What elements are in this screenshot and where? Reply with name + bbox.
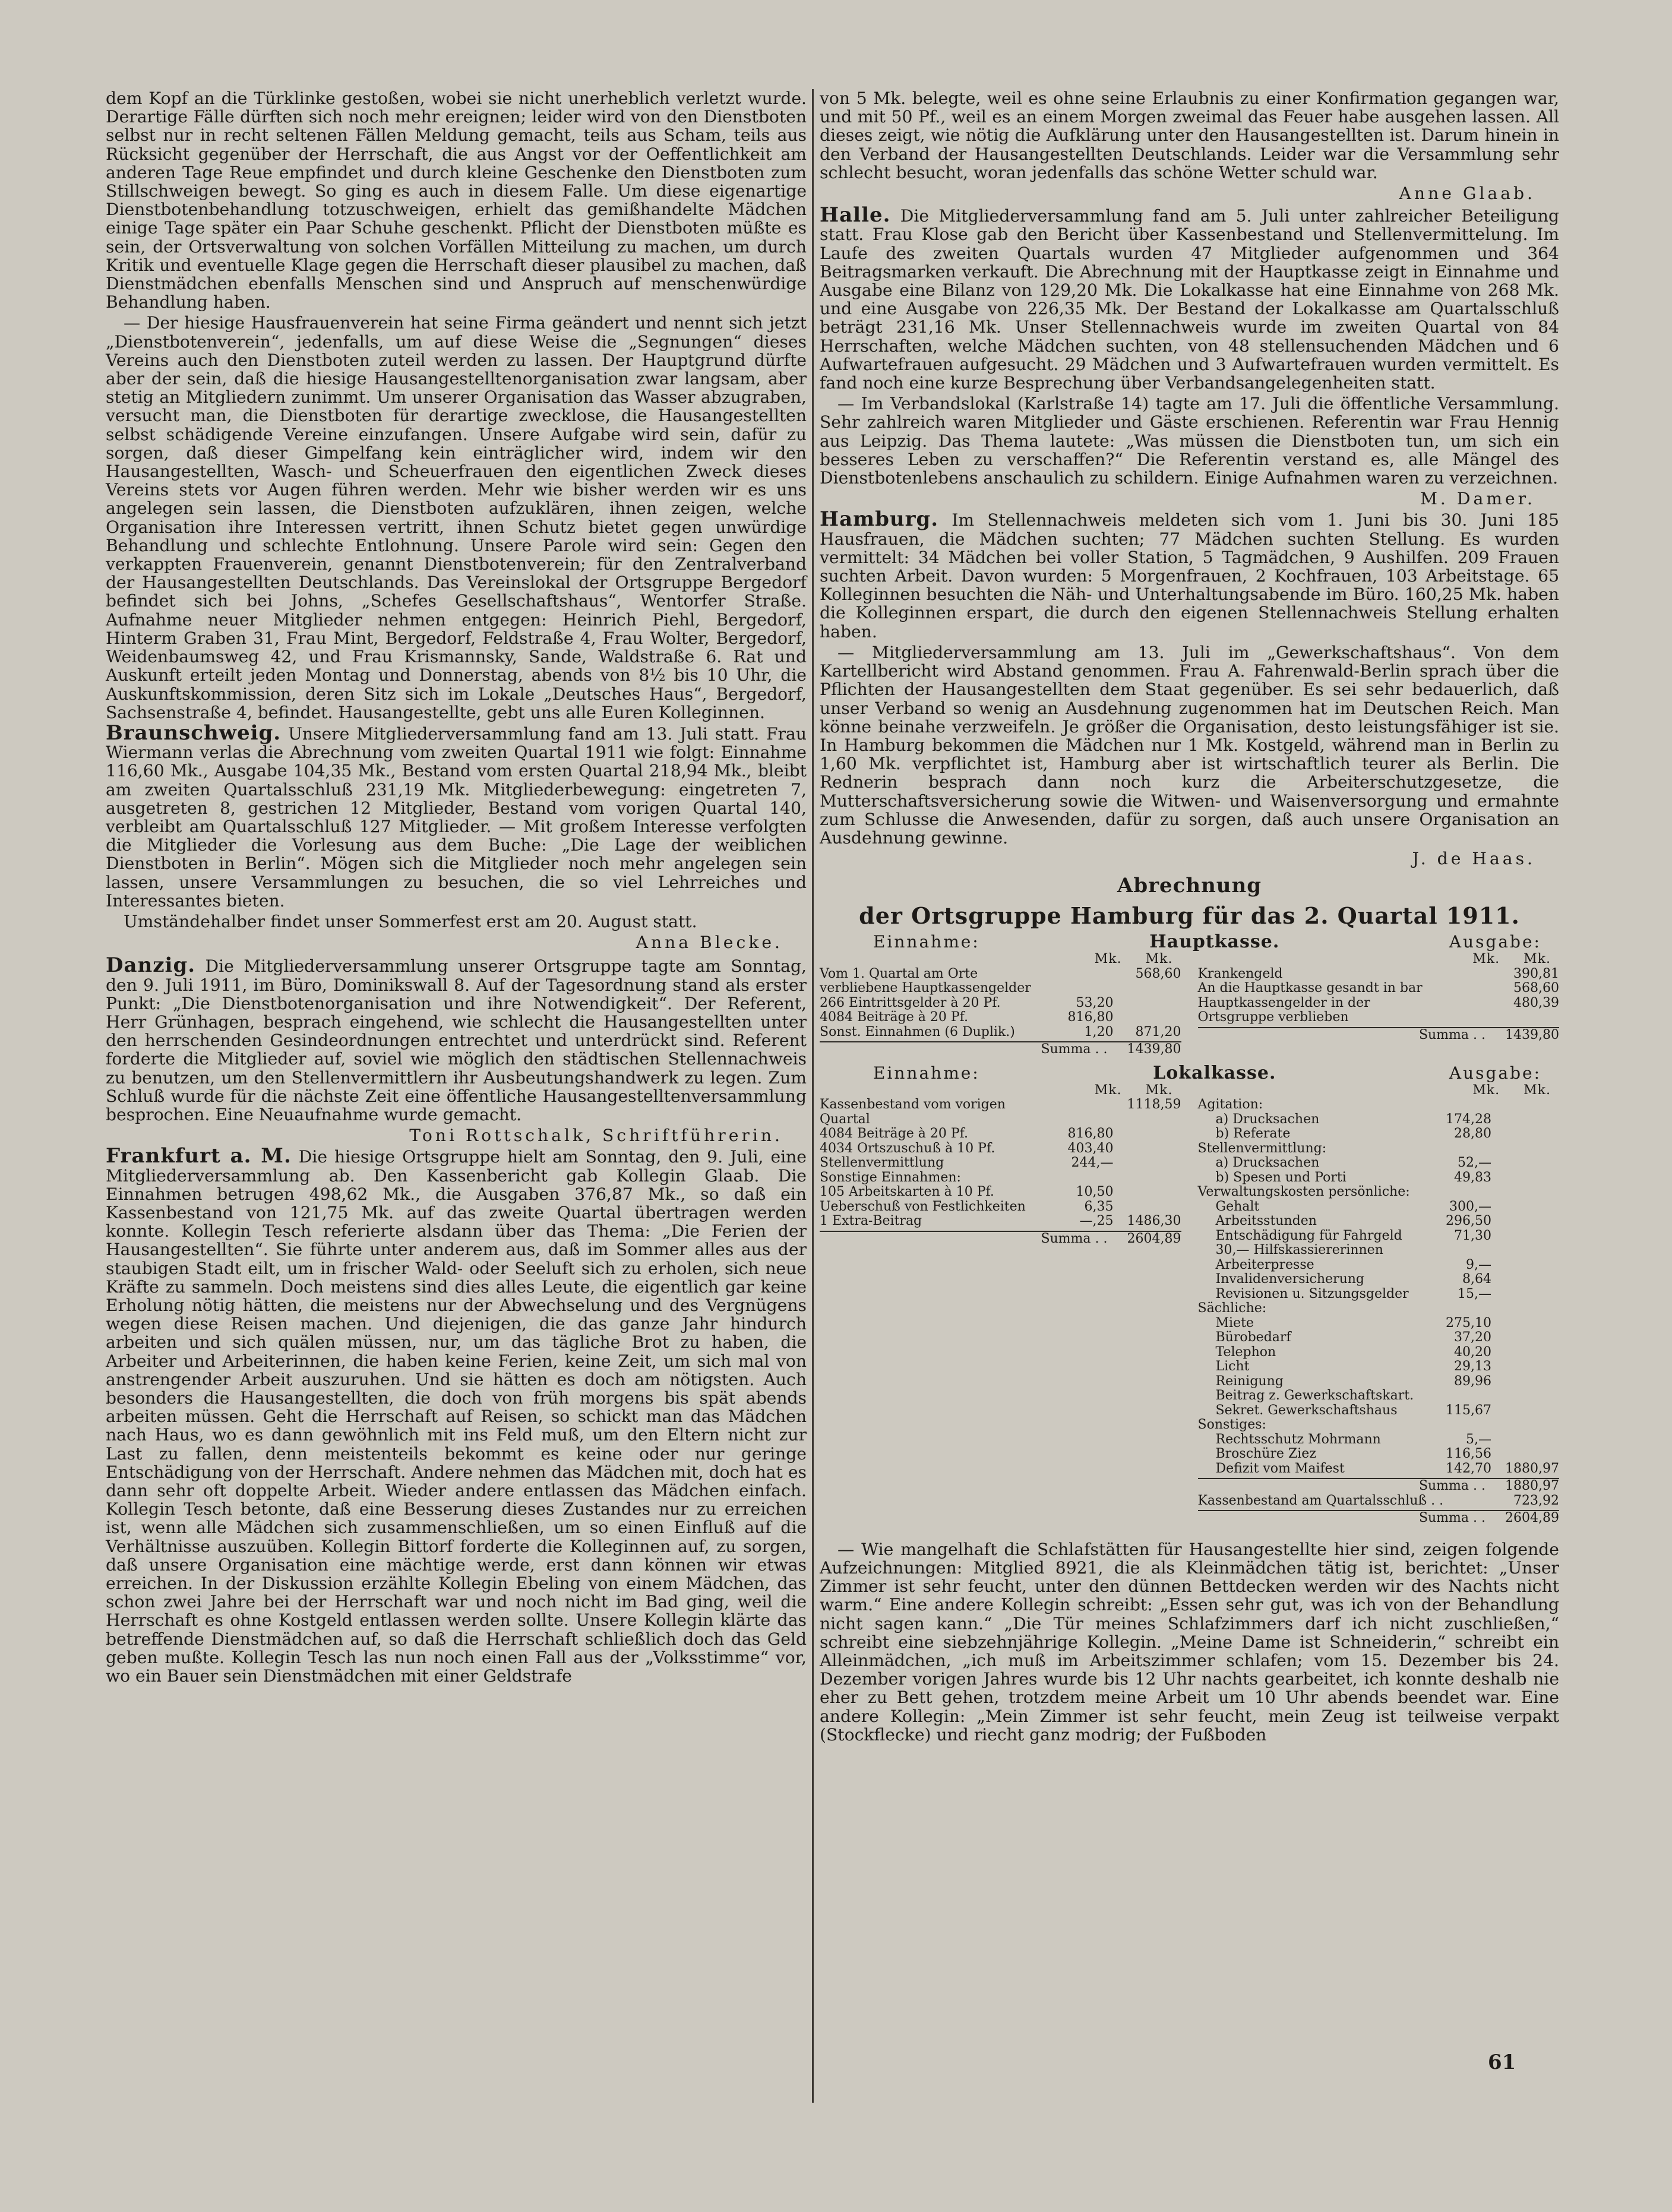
account-line-item [1198, 1287, 1560, 1302]
sum-row [1198, 1478, 1560, 1494]
account-line-item [1198, 981, 1560, 996]
item-label: 1 Extra-Beitrag [820, 1214, 922, 1229]
section-heading: Braunschweig. [106, 721, 282, 745]
item-label: Sonstiges: [1197, 1417, 1266, 1433]
balance-label: Kassenbestand am Quartalsschluß . . [1197, 1493, 1444, 1508]
account-title: Abrechnung [1117, 874, 1262, 898]
item-amount [1050, 967, 1114, 996]
line-items [820, 1098, 1181, 1229]
item-label: Miete [1215, 1315, 1254, 1331]
account-subtitle: der Ortsgruppe Hamburg für das 2. Quartal 1911. [859, 902, 1520, 930]
article-paragraph: — Mitgliederversammlung am 13. Juli im „Gewerkschaftshaus“. Von dem Kartellbericht wird Abstand genommen. Frau A. Fahrenwald-Berlin sprach über die Pflichten der Hausangestellten dem Staat gegenüber. Es sei sehr bedauerlich, daß unser Verband so wenig an Ausdehnung zugenommen hat im Deutschen Reich. Man könne beinahe verzweifeln. Je größer die Organisation, desto leistungsfähiger ist sie. In Hamburg bekommen die Mädchen nur 1 Mk. Kostgeld, während man in Berlin zu 1,60 Mk. verpflichtet ist, Hamburg aber ist wirtschaftlich teurer als Berlin. Die Rednerin besprach dann noch kurz die Arbeiterschutzgesetze, die Mutterschaftsversicherung sowie die Witwen- und Waisenversorgung und ermahnte zum Schlusse die Anwesenden, dafür zu sorgen, daß auch unsere Organisation an Ausdehnung gewinne. [820, 642, 1559, 848]
item-label: Telephon [1215, 1344, 1276, 1360]
item-amount [1495, 1418, 1559, 1433]
item-amount: 89,96 [1454, 1373, 1491, 1389]
sum-row [1198, 1027, 1560, 1043]
item-label: Sächliche: [1197, 1301, 1267, 1316]
item-label: Hauptkassengelder in der Ortsgruppe verblieben [1197, 995, 1370, 1025]
account-line-item [820, 996, 1181, 1011]
account-line-item [1198, 1462, 1560, 1477]
item-label: Agitation: [1197, 1097, 1263, 1113]
article-paragraph: dem Kopf an die Türklinke gestoßen, wobei sie nicht unerheblich verletzt wurde. Derartige Fälle dürften sich noch mehr ereignen; leider wird von den Dienstboten selbst nur in recht seltenen Fällen Meldung gemacht, teils aus Scham, teils aus Rücksicht gegenüber der Herrschaft, die aus Angst vor der Oeffentlichkeit am anderen Tage Reue empfindet und durch kleine Geschenke den Dienstboten zum Stillschweigen bewegt. So ging es auch in diesem Falle. Um diese eigenartige Dienstbotenbehandlung totzuschweigen, erhielt das gemißhandelte Mädchen einige Tage später ein Paar Schuhe geschenkt. Pflicht der Dienstboten müßte es sein, der Ortsverwaltung von solchen Vorfällen Mitteilung zu machen, um durch Kritik und eventuelle Klage gegen die Herrschaft dieser plausibel zu machen, daß Dienstmädchen ebenfalls Menschen sind und Anspruch auf menschenwürdige Behandlung haben. [106, 89, 807, 312]
item-amount: 40,20 [1454, 1344, 1491, 1360]
section-heading: Frankfurt a. M. [106, 1144, 292, 1168]
closing-balance-row [1198, 1494, 1560, 1509]
account-line-item [820, 1200, 1181, 1215]
item-amount: 15,— [1458, 1286, 1491, 1301]
account-header-main [820, 932, 1559, 952]
item-amount: 1118,59 [1127, 1097, 1181, 1113]
item-amount [1495, 1447, 1559, 1462]
unit-label: Mk. [1145, 952, 1173, 967]
account-line-item [820, 1156, 1181, 1171]
item-amount [1495, 1127, 1559, 1142]
account-line-item [1198, 1345, 1560, 1360]
item-amount [1427, 981, 1491, 996]
item-amount [1495, 1287, 1559, 1302]
frankfurt-report [106, 1144, 807, 1686]
account-line-item [820, 967, 1181, 996]
item-amount [1427, 1301, 1491, 1316]
account-line-item [820, 1171, 1181, 1186]
item-amount: 568,60 [1135, 966, 1181, 981]
item-amount: 9,— [1466, 1257, 1491, 1272]
account-line-item [1198, 1360, 1560, 1374]
item-amount: 816,80 [1067, 1010, 1114, 1025]
article-paragraph: — Der hiesige Hausfrauenverein hat seine Firma geändert und nennt sich jetzt „Dienstbotenverein“, jedenfalls, um auf diese Weise die „Segnungen“ dieses Vereins auch den Dienstboten zuteil werden zu lassen. Der Hauptgrund dürfte aber der sein, daß die hiesige Hausangestelltenorganisation zwar langsam, aber stetig an Mitgliedern zunimmt. Um unserer Organisation das Wasser abzugraben, versucht man, die Dienstboten für derartige zwecklose, die Hausangestellten selbst schädigende Vereine einzufangen. Unsere Aufgabe wird sein, dafür zu sorgen, daß dieser Gimpelfang kein einträglicher wird, indem wir den Hausangestellten, Wasch- und Scheuerfrauen den eigentlichen Zweck dieses Vereins stets vor Augen führen werden. Mehr wie bisher werden wir es uns angelegen sein lassen, die Dienstboten aufzuklären, ihnen zeigen, welche Organisation ihre Interessen vertritt, ihnen Schutz bietet gegen unwürdige Behandlung und schlechte Entlohnung. Unsere Parole wird sein: Gegen den verkappten Frauenverein, genannt Dienstbotenverein; für den Zentralverband der Hausangestellten Deutschlands. Das Vereinslokal der Ortsgruppe Bergedorf befindet sich bei Johns, „Schefes Gesellschaftshaus“, Wentorfer Straße. Aufnahme neuer Mitglieder nehmen entgegen: Heinrich Piehl, Bergedorf, Hinterm Graben 31, Frau Mint, Bergedorf, Feldstraße 4, Frau Wolter, Bergedorf, Weidenbaumsweg 42, und Frau Krismannsky, Sande, Waldstraße 6. Rat und Auskunft erteilt jeden Montag und Donnerstag, abends von 8½ bis 10 Uhr, die Auskunftskommission, deren Sitz sich im Lokale „Deutsches Haus“, Bergedorf, Sachsenstraße 4, befindet. Hausangestellte, gebt uns alle Euren Kolleginnen. [106, 313, 807, 722]
signature: Anne Glaab. [1399, 184, 1535, 204]
item-amount: 1,20 [1084, 1024, 1114, 1039]
sum-row [1198, 1510, 1560, 1526]
column-divider [812, 89, 814, 2103]
item-label: Bürobedarf [1215, 1330, 1291, 1345]
item-amount [1495, 1272, 1559, 1287]
item-amount [1495, 1113, 1559, 1127]
item-amount [1117, 1142, 1181, 1156]
signature: J. de Haas. [1412, 849, 1535, 869]
item-amount [1427, 1418, 1491, 1433]
account-line-item [1198, 1447, 1560, 1462]
item-amount: 480,39 [1513, 995, 1559, 1010]
item-label: 4084 Beiträge à 20 Pf. [820, 1126, 969, 1142]
item-label: Kassenbestand vom vorigen Quartal [820, 1097, 1006, 1127]
account-line-item [1198, 1185, 1560, 1200]
item-amount: 28,80 [1454, 1126, 1491, 1142]
hamburg-report [820, 507, 1559, 642]
item-amount [1117, 1010, 1181, 1025]
sum-value: 1439,80 [1505, 1027, 1559, 1042]
item-amount [1495, 1258, 1559, 1273]
unit-label: Mk. [1472, 1082, 1500, 1098]
item-amount [1427, 1142, 1491, 1156]
item-amount: 10,50 [1076, 1184, 1114, 1200]
item-amount [1495, 1404, 1559, 1418]
item-label: Broschüre Ziez [1215, 1446, 1316, 1462]
line-items [1198, 1098, 1560, 1476]
unit-label: Mk. [1145, 1082, 1173, 1098]
item-amount [1117, 1171, 1181, 1186]
expense-heading: Ausgabe: [1449, 932, 1541, 952]
section-heading: Hamburg. [820, 507, 939, 532]
unit-label: Mk. [1524, 1082, 1551, 1098]
item-amount: 5,— [1466, 1432, 1491, 1447]
article-paragraph: Umständehalber findet unser Sommerfest erst am 20. August statt. [124, 911, 697, 931]
account-line-item [1198, 1418, 1560, 1433]
account-line-item [1198, 1374, 1560, 1389]
item-label: b) Referate [1215, 1126, 1291, 1142]
item-amount [1495, 1360, 1559, 1374]
account-line-item [1198, 996, 1560, 1025]
item-amount: 174,28 [1446, 1111, 1491, 1127]
item-label: a) Drucksachen [1215, 1111, 1320, 1127]
item-amount [1427, 1185, 1491, 1200]
account-line-item [820, 1025, 1181, 1040]
item-label: b) Spesen und Porti [1215, 1170, 1347, 1185]
account-line-item [820, 1185, 1181, 1200]
item-amount [1495, 1331, 1559, 1345]
section-text: Die Mitgliederversammlung fand am 5. Juli unter zahlreicher Beteiligung statt. Frau Klose gab den Bericht über Kassenbestand und Stellenvermittelung. Im Laufe des zweiten Quartals wurden 47 Mitglieder aufgenommen und 364 Beitragsmarken verkauft. Die Abrechnung mit der Hauptkasse zeigt in Einnahme und Ausgabe eine Bilanz von 129,20 Mk. Die Lokalkasse hat eine Einnahme von 268 Mk. und eine Ausgabe von 226,35 Mk. Der Bestand der Lokalkasse am Quartalsschluß beträgt 231,16 Mk. Unser Stellennachweis wurde im zweiten Quartal von 84 Herrschaften, welche Mädchen suchten, von 48 stellensuchenden Mädchen und 6 Aufwartefrauen aufgesucht. 29 Mädchen und 3 Aufwartefrauen wurden vermittelt. Es fand noch eine kurze Besprechung über Verbandsangelegenheiten statt. [820, 206, 1559, 393]
account-line-item [1198, 1331, 1560, 1345]
signature: Anna Blecke. [636, 933, 783, 953]
income-heading: Einnahme: [873, 932, 980, 952]
item-amount [1495, 1200, 1559, 1215]
item-amount: 6,35 [1084, 1199, 1114, 1214]
sum-label: Summa . . [1418, 1027, 1485, 1042]
account-line-item [1198, 1156, 1560, 1171]
line-items [1198, 967, 1560, 1025]
item-amount [1495, 1433, 1559, 1448]
item-label: 4084 Beiträge à 20 Pf. [820, 1010, 969, 1025]
item-label: Invalidenversicherung [1215, 1272, 1364, 1287]
account-line-item [1198, 1389, 1560, 1404]
item-label: Verwaltungskosten persönliche: [1197, 1184, 1410, 1200]
item-label: Sonstige Einnahmen: [820, 1170, 961, 1185]
braunschweig-report [106, 721, 807, 911]
sum-value: 1439,80 [1127, 1042, 1181, 1057]
item-amount: —,25 [1079, 1214, 1114, 1229]
item-label: Gehalt [1215, 1199, 1260, 1214]
item-label: Vom 1. Quartal am Orte verbliebene Hauptkassengelder [820, 966, 1031, 996]
account-line-item [1198, 1301, 1560, 1316]
local-fund-table [820, 1083, 1559, 1526]
item-label: Stellenvermittlung [820, 1155, 944, 1171]
local-fund-heading: Lokalkasse. [1153, 1062, 1276, 1083]
item-amount [1495, 1142, 1559, 1156]
item-label: Rechtsschutz Mohrmann [1215, 1432, 1381, 1447]
item-amount: 37,20 [1454, 1330, 1491, 1345]
item-amount: 275,10 [1446, 1315, 1491, 1331]
halle-report [820, 203, 1559, 393]
signature: Toni Rottschalk, Schriftführerin. [409, 1126, 783, 1146]
item-amount: 49,83 [1454, 1170, 1491, 1185]
item-label: Sekret. Gewerkschaftshaus [1215, 1402, 1398, 1418]
item-amount [1495, 1345, 1559, 1360]
item-label: Beitrag z. Gewerkschaftskart. [1215, 1388, 1414, 1404]
item-amount [1495, 1185, 1559, 1200]
account-line-item [1198, 1316, 1560, 1331]
sum-value: 2604,89 [1127, 1231, 1181, 1246]
item-amount [1427, 1098, 1491, 1113]
item-label: 266 Eintrittsgelder à 20 Pf. [820, 995, 1001, 1010]
sum-value: 1880,97 [1505, 1478, 1559, 1494]
section-text: Unsere Mitgliederversammlung fand am 13. Juli statt. Frau Wiermann verlas die Abrechnung vom zweiten Quartal 1911 wie folgt: Einnahme 116,60 Mk., Ausgabe 104,35 Mk., Bestand vom ersten Quartal 218,94 Mk., bleibt am zweiten Quartalsschluß 231,19 Mk. Mitgliederbewegung: eingetreten 7, ausgetreten 8, gestrichen 12 Mitglieder, Bestand vom vorigen Quartal 140, verbleibt am Quartalsschluß 127 Mitglieder. — Mit großem Interesse verfolgten die Mitglieder die Vorlesung aus dem Buche: „Die Lage der weiblichen Dienstboten in Berlin“. Mögen sich die Mitglieder noch mehr angelegen sein lassen, unsere Versammlungen zu besuchen, die so viel Lehrreiches und Interessantes bieten. [106, 723, 807, 911]
account-line-item [1198, 1229, 1560, 1258]
unit-row [820, 952, 1181, 967]
account-line-item [1198, 967, 1560, 982]
item-amount: 1880,97 [1505, 1461, 1559, 1476]
item-amount: 871,20 [1135, 1024, 1181, 1039]
account-line-item [1198, 1098, 1560, 1113]
item-label: Licht [1215, 1359, 1250, 1374]
local-fund-income [820, 1083, 1181, 1526]
unit-row [1198, 1083, 1560, 1098]
unit-label: Mk. [1094, 952, 1122, 967]
item-label: Defizit vom Maifest [1215, 1461, 1345, 1476]
line-items [820, 967, 1181, 1040]
item-amount [1427, 1389, 1491, 1404]
sum-row [820, 1041, 1181, 1057]
item-amount [1117, 1127, 1181, 1142]
account-line-item [1198, 1113, 1560, 1127]
main-fund-income [820, 952, 1181, 1057]
item-amount: 142,70 [1446, 1461, 1491, 1476]
item-amount [1495, 1098, 1559, 1113]
account-line-item [820, 1142, 1181, 1156]
item-label: Reinigung [1215, 1373, 1284, 1389]
signature: M. Damer. [1420, 489, 1535, 509]
item-amount: 296,50 [1446, 1214, 1491, 1229]
item-amount: 52,— [1458, 1155, 1491, 1171]
item-amount: 1486,30 [1127, 1214, 1181, 1229]
sum-label: Summa . . [1418, 1478, 1485, 1494]
item-amount: 71,30 [1454, 1228, 1491, 1243]
unit-row [820, 1083, 1181, 1098]
item-amount: 390,81 [1513, 966, 1559, 981]
item-label: Sonst. Einnahmen (6 Duplik.) [820, 1024, 1015, 1039]
balance-value: 723,92 [1513, 1493, 1559, 1508]
account-line-item [1198, 1127, 1560, 1142]
item-amount [1495, 1229, 1559, 1258]
item-amount [1495, 1389, 1559, 1404]
item-label: Krankengeld [1197, 966, 1283, 981]
sum-label: Summa . . [1041, 1231, 1108, 1246]
section-text: Im Stellennachweis meldeten sich vom 1. Juni bis 30. Juni 185 Hausfrauen, die Mädchen suchten; 77 Mädchen suchten Stellung. Es wurden vermittelt: 34 Mädchen bei voller Station, 5 Tagmädchen, 9 Aushilfen. 209 Frauen suchten Arbeit. Davon wurden: 5 Morgenfrauen, 2 Kochfrauen, 103 Arbeitstage. 65 Kolleginnen besuchten die Näh- und Unterhaltungsabende im Büro. 160,25 Mk. haben die Kolleginnen erspart, die durch den eigenen Stellennachweis Stellung erhalten haben. [820, 510, 1559, 642]
item-amount: 53,20 [1076, 995, 1114, 1010]
item-amount [1117, 996, 1181, 1011]
item-label: Ueberschuß von Festlichkeiten [820, 1199, 1026, 1214]
item-amount: 300,— [1449, 1199, 1491, 1214]
account-line-item [820, 1127, 1181, 1142]
item-label: Entschädigung für Fahrgeld 30,— Hilfskassiererinnen [1215, 1228, 1402, 1258]
unit-label: Mk. [1524, 952, 1551, 967]
main-fund-table [820, 952, 1559, 1057]
local-fund-expense [1198, 1083, 1560, 1526]
item-label: a) Drucksachen [1215, 1155, 1320, 1171]
item-amount: 568,60 [1513, 981, 1559, 996]
item-amount [1050, 1098, 1114, 1127]
account-line-item [1198, 1142, 1560, 1156]
account-line-item [1198, 1404, 1560, 1418]
section-heading: Danzig. [106, 953, 196, 978]
item-amount: 29,13 [1454, 1359, 1491, 1374]
sum-row [820, 1231, 1181, 1247]
item-amount [1427, 996, 1491, 1025]
unit-label: Mk. [1472, 952, 1500, 967]
item-amount: 403,40 [1067, 1140, 1114, 1156]
right-column [820, 89, 1559, 1746]
account-line-item [1198, 1200, 1560, 1215]
sum-value: 2604,89 [1505, 1511, 1559, 1526]
item-label: 4034 Ortszuschuß à 10 Pf. [820, 1140, 995, 1156]
account-line-item [820, 1214, 1181, 1229]
item-label: Stellenvermittlung: [1197, 1140, 1327, 1156]
item-label: 105 Arbeitskarten à 10 Pf. [820, 1184, 994, 1200]
item-label: An die Hauptkasse gesandt in bar [1197, 981, 1423, 996]
article-paragraph: — Wie mangelhaft die Schlafstätten für Hausangestellte hier sind, zeigen folgende Aufzeichnungen: Mitglied 8921, die als Kleinmädchen tätig ist, berichtet: „Unser Zimmer ist sehr feucht, unter den dünnen Bettdecken werden wir des Nachts nicht warm.“ Eine andere Kollegin schreibt: „Essen sehr gut, was ich von der Behandlung nicht sagen kann.“ „Die Tür meines Schlafzimmers darf ich nicht zuschließen,“ schreibt eine siebzehnjährige Kollegin. „Meine Dame ist Schneiderin,“ schreibt ein Alleinmädchen, „ich muß im Arbeitszimmer schlafen; vom 15. Dezember bis 24. Dezember vorigen Jahres wurde bis 12 Uhr nachts gearbeitet, ich konnte deshalb nie eher zu Bett gehen, trotzdem meine Arbeit um 10 Uhr abends beendet war. Eine andere Kollegin: „Mein Zimmer ist sehr feucht, mein Zeug ist teilweise verpakt (Stockflecke) und riecht ganz modrig; der Fußboden [820, 1539, 1559, 1745]
account-line-item [1198, 1433, 1560, 1448]
item-amount [1117, 1200, 1181, 1215]
item-amount: 816,80 [1067, 1126, 1114, 1142]
item-amount [1495, 1156, 1559, 1171]
section-text: Die Mitgliederversammlung unserer Ortsgruppe tagte am Sonntag, den 9. Juli 1911, im Büro, Dominikswall 8. Auf der Tagesordnung stand als erster Punkt: „Die Dienstbotenorganisation und ihre Notwendigkeit“. Der Referent, Herr Grünhagen, besprach eingehend, wie schlecht die Hausangestellten unter den herrschenden Gesindeordnungen entrechtet und unterdrückt sind. Referent forderte die Mitglieder auf, soviel wie möglich den städtischen Stellennachweis zu benutzen, um den Stellenvermittlern ihr Ausbeutungshandwerk zu legen. Zum Schluß wurde für die nächste Zeit eine öffentliche Hausangestelltenversammlung besprochen. Eine Neuaufnahme wurde gemacht. [106, 956, 807, 1124]
account-line-item [1198, 1258, 1560, 1273]
item-label: Arbeitsstunden [1215, 1214, 1317, 1229]
danzig-report [106, 953, 807, 1124]
item-label: Arbeiterpresse [1215, 1257, 1314, 1272]
account-line-item [1198, 1214, 1560, 1229]
item-amount [1117, 1156, 1181, 1171]
account-header-local [820, 1063, 1559, 1083]
item-amount [1495, 1316, 1559, 1331]
account-line-item [820, 1098, 1181, 1127]
item-label: Revisionen u. Sitzungsgelder [1215, 1286, 1409, 1301]
unit-label: Mk. [1094, 1082, 1122, 1098]
item-amount [1427, 967, 1491, 982]
sum-label: Summa . . [1041, 1042, 1108, 1057]
item-amount [1050, 1171, 1114, 1186]
article-paragraph: von 5 Mk. belegte, weil es ohne seine Erlaubnis zu einer Konfirmation gegangen war, und mit 50 Pf., weil es an einem Morgen zweimal das Feuer habe ausgehen lassen. All dieses zeigt, wie nötig die Aufklärung unter den Hausangestellten ist. Darum hinein in den Verband der Hausangestellten Deutschlands. Leider war die Versammlung sehr schlecht besucht, woran jedenfalls das schöne Wetter schuld war. [820, 89, 1559, 182]
unit-row [1198, 952, 1560, 967]
section-heading: Halle. [820, 203, 891, 227]
income-heading: Einnahme: [873, 1063, 980, 1083]
account-line-item [1198, 1171, 1560, 1186]
main-fund-expense [1198, 952, 1560, 1057]
item-amount: 116,56 [1446, 1446, 1491, 1462]
article-paragraph: — Im Verbandslokal (Karlstraße 14) tagte am 17. Juli die öffentliche Versammlung. Sehr zahlreich waren Mitglieder und Gäste erschienen. Referentin war Frau Hennig aus Leipzig. Das Thema lautete: „Was müssen die Dienstboten tun, um sich ein besseres Leben zu verschaffen?“ Die Referentin verstand es, alle Mängel des Dienstbotenlebens anschaulich zu schildern. Einige Aufnahmen waren zu verzeichnen. [820, 394, 1559, 488]
item-amount [1495, 1374, 1559, 1389]
page-number: 61 [1488, 2050, 1516, 2074]
left-column [106, 89, 807, 1688]
item-amount: 244,— [1071, 1155, 1114, 1171]
account-statement [820, 874, 1559, 1526]
section-text: Die hiesige Ortsgruppe hielt am Sonntag, den 9. Juli, eine Mitgliederversammlung ab. Den Kassenbericht gab Kollegin Glaab. Die Einnahmen betrugen 498,62 Mk., die Ausgaben 376,87 Mk., so daß ein Kassenbestand von 121,75 Mk. auf das zweite Quartal übertragen werden konnte. Kollegin Tesch referierte alsdann über das Thema: „Die Ferien der Hausangestellten“. Sie führte unter anderem aus, daß im Sommer alles aus der staubigen Stadt eilt, um in frischer Wald- oder Seeluft sich zu erholen, sich neue Kräfte zu sammeln. Doch meistens sind dies alles Leute, die eigentlich gar keine Erholung nötig hätten, die meistens nur der Abwechselung und des Vergnügens wegen diese Reisen machen. Und diejenigen, die das ganze Jahr hindurch arbeiten und sich quälen müssen, nur, um das tägliche Brot zu haben, die Arbeiter und Arbeiterinnen, die haben keine Ferien, keine Zeit, um sich mal von anstrengender Arbeit auszuruhen. Und sie hätten es doch am nötigsten. Auch besonders die Hausangestellten, die doch von früh morgens bis spät abends arbeiten müssen. Geht die Herrschaft auf Reisen, so schickt man das Mädchen nach Haus, wo es dann gewöhnlich mit ins Feld muß, um den Eltern nicht zur Last zu fallen, denn meistenteils bekommt es keine oder nur geringe Entschädigung von der Herrschaft. Andere nehmen das Mädchen mit, doch hat es dann sehr oft doppelte Arbeit. Wieder andere entlassen das Mädchen einfach. Kollegin Tesch betonte, daß eine Besserung dieses Zustandes nur zu erreichen ist, wenn alle Mädchen sich zusammenschließen, um so einen Einfluß auf die Verhältnisse auszuüben. Kollegin Bittorf forderte die Kolleginnen auf, zu sorgen, daß unsere Organisation eine mächtige werde, erst dann können wir etwas erreichen. In der Diskussion erzählte Kollegin Ebeling von einem Mädchen, das schon zwei Jahre bei der Herrschaft war und noch nicht im Bad ging, weil die Herrschaft es ohne Kostgeld entlassen werden sollte. Unsere Kollegin klärte das betreffende Dienstmädchen auf, so daß die Herrschaft schließlich doch das Geld geben mußte. Kollegin Tesch las nun noch einen Fall aus der „Volksstimme“ vor, wo ein Bauer sein Dienstmädchen mit einer Geldstrafe [106, 1147, 807, 1686]
item-amount: 115,67 [1446, 1402, 1491, 1418]
item-amount [1117, 1185, 1181, 1200]
expense-heading: Ausgabe: [1449, 1063, 1541, 1083]
main-fund-heading: Hauptkasse. [1149, 931, 1280, 953]
account-line-item [1198, 1272, 1560, 1287]
item-amount [1495, 1214, 1559, 1229]
account-line-item [820, 1010, 1181, 1025]
sum-label: Summa . . [1418, 1511, 1485, 1526]
item-amount [1495, 1171, 1559, 1186]
item-amount: 8,64 [1462, 1272, 1491, 1287]
item-amount [1495, 1301, 1559, 1316]
